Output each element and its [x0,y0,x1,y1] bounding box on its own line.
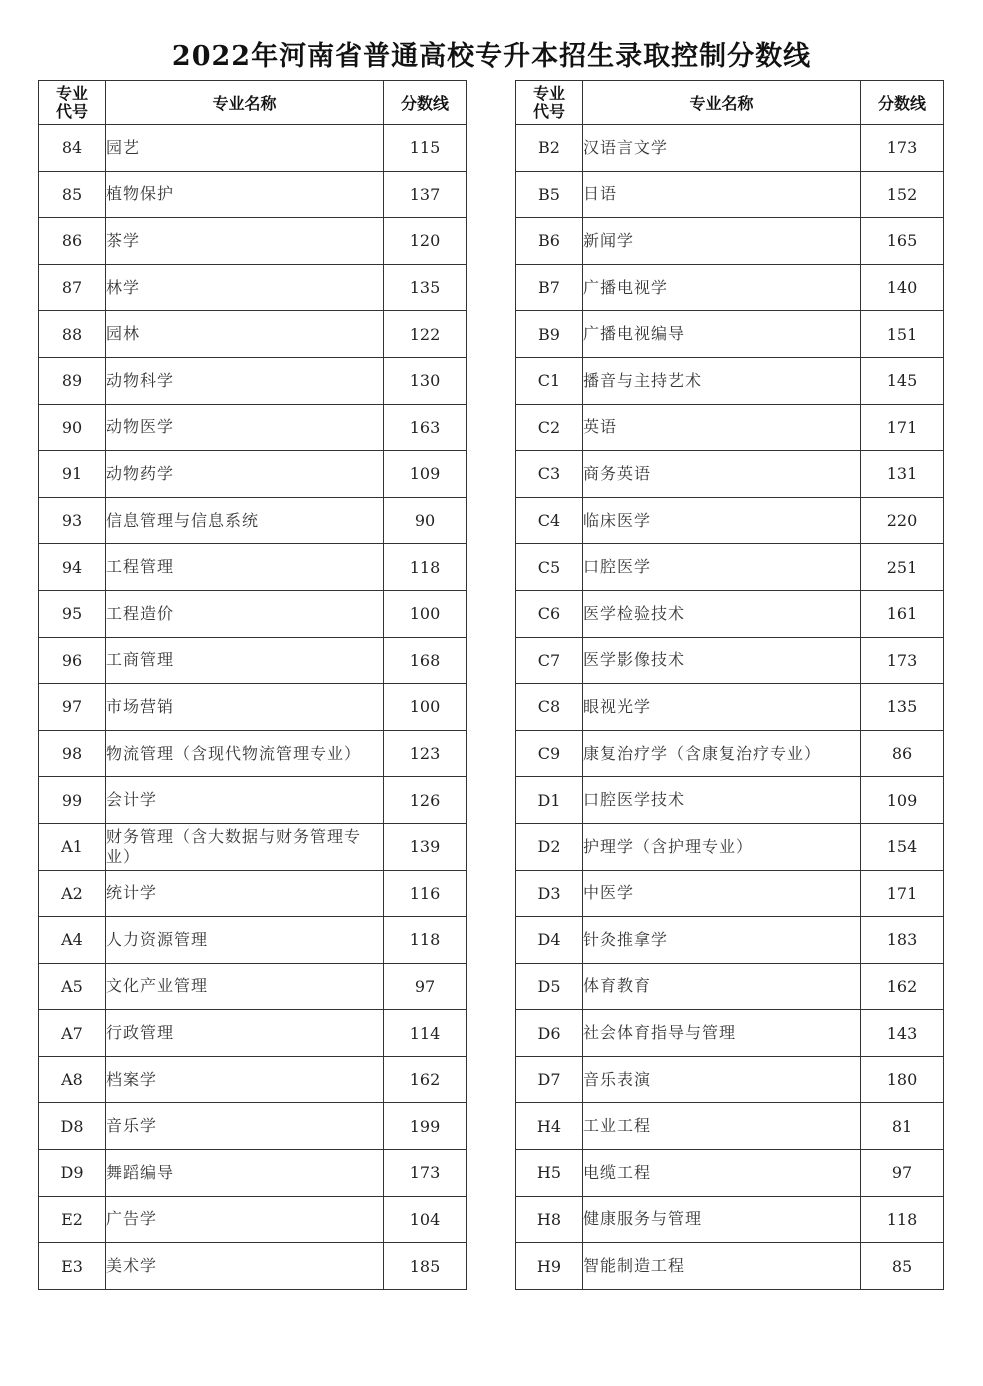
table-row [516,1010,944,1057]
table-row [39,684,467,731]
score-value: 165 [861,218,944,265]
table-row [516,497,944,544]
major-name: 商务英语 [583,451,861,498]
major-name: 广播电视学 [583,264,861,311]
header-code: 专业 代号 [39,81,106,125]
table-row [39,125,467,172]
major-code: D6 [516,1010,583,1057]
table-row [39,264,467,311]
table-row [516,311,944,358]
table-row [516,544,944,591]
score-value: 199 [384,1103,467,1150]
major-name: 文化产业管理 [106,963,384,1010]
score-value: 168 [384,637,467,684]
header-score: 分数线 [861,81,944,125]
score-value: 131 [861,451,944,498]
major-code: 96 [39,637,106,684]
table-row [516,218,944,265]
major-name: 医学检验技术 [583,590,861,637]
major-code: D9 [39,1150,106,1197]
major-name: 林学 [106,264,384,311]
score-value: 109 [384,451,467,498]
score-value: 123 [384,730,467,777]
major-name: 会计学 [106,777,384,824]
major-name: 财务管理（含大数据与财务管理专业） [106,823,384,870]
table-row [516,171,944,218]
score-value: 180 [861,1056,944,1103]
major-code: B6 [516,218,583,265]
score-value: 145 [861,357,944,404]
score-value: 173 [861,125,944,172]
table-row [516,1196,944,1243]
major-name: 植物保护 [106,171,384,218]
major-code: 90 [39,404,106,451]
score-value: 135 [384,264,467,311]
major-name: 中医学 [583,870,861,917]
table-row [516,777,944,824]
major-code: 87 [39,264,106,311]
table-row [516,1103,944,1150]
score-value: 116 [384,870,467,917]
table-row [39,1243,467,1290]
major-code: A2 [39,870,106,917]
table-row [516,1056,944,1103]
score-value: 135 [861,684,944,731]
major-name: 康复治疗学（含康复治疗专业） [583,730,861,777]
score-value: 100 [384,684,467,731]
major-name: 医学影像技术 [583,637,861,684]
major-code: D8 [39,1103,106,1150]
major-code: 84 [39,125,106,172]
table-row [39,963,467,1010]
score-value: 163 [384,404,467,451]
major-code: B7 [516,264,583,311]
major-code: C1 [516,357,583,404]
major-code: E3 [39,1243,106,1290]
table-row [39,404,467,451]
header-name: 专业名称 [583,81,861,125]
score-value: 143 [861,1010,944,1057]
score-value: 154 [861,823,944,870]
major-name: 口腔医学技术 [583,777,861,824]
major-code: C5 [516,544,583,591]
major-name: 智能制造工程 [583,1243,861,1290]
major-name: 档案学 [106,1056,384,1103]
score-value: 251 [861,544,944,591]
major-name: 工业工程 [583,1103,861,1150]
major-name: 工程造价 [106,590,384,637]
score-table-right [515,80,944,1290]
major-name: 英语 [583,404,861,451]
table-row [39,590,467,637]
major-code: B9 [516,311,583,358]
table-row [39,917,467,964]
header-code: 专业 代号 [516,81,583,125]
score-value: 109 [861,777,944,824]
score-value: 151 [861,311,944,358]
header-name: 专业名称 [106,81,384,125]
table-row [39,823,467,870]
major-code: C3 [516,451,583,498]
score-value: 139 [384,823,467,870]
major-name: 电缆工程 [583,1150,861,1197]
major-code: H5 [516,1150,583,1197]
major-name: 园林 [106,311,384,358]
major-name: 日语 [583,171,861,218]
table-row [516,1150,944,1197]
score-value: 173 [861,637,944,684]
table-row [39,1150,467,1197]
major-name: 人力资源管理 [106,917,384,964]
table-row [516,823,944,870]
table-row [516,963,944,1010]
major-code: 91 [39,451,106,498]
table-row [39,497,467,544]
major-code: H8 [516,1196,583,1243]
major-name: 美术学 [106,1243,384,1290]
table-row [39,777,467,824]
table-row [516,357,944,404]
score-value: 97 [861,1150,944,1197]
major-code: D1 [516,777,583,824]
major-name: 音乐学 [106,1103,384,1150]
page-title: 2022年河南省普通高校专升本招生录取控制分数线 [171,41,812,72]
major-name: 行政管理 [106,1010,384,1057]
major-code: C8 [516,684,583,731]
table-row [39,1056,467,1103]
major-code: 95 [39,590,106,637]
table-row [516,870,944,917]
table-row [39,1010,467,1057]
major-name: 动物药学 [106,451,384,498]
major-code: 93 [39,497,106,544]
score-value: 86 [861,730,944,777]
score-value: 161 [861,590,944,637]
major-code: 89 [39,357,106,404]
major-name: 口腔医学 [583,544,861,591]
major-code: D2 [516,823,583,870]
table-row [516,404,944,451]
major-name: 体育教育 [583,963,861,1010]
score-value: 162 [861,963,944,1010]
major-name: 音乐表演 [583,1056,861,1103]
table-row [39,171,467,218]
score-value: 114 [384,1010,467,1057]
score-value: 183 [861,917,944,964]
major-code: A4 [39,917,106,964]
table-row [516,264,944,311]
major-name: 新闻学 [583,218,861,265]
major-name: 工程管理 [106,544,384,591]
major-code: 85 [39,171,106,218]
score-value: 85 [861,1243,944,1290]
table-row [516,1243,944,1290]
major-name: 动物医学 [106,404,384,451]
score-value: 118 [384,544,467,591]
major-name: 物流管理（含现代物流管理专业） [106,730,384,777]
major-name: 动物科学 [106,357,384,404]
score-value: 97 [384,963,467,1010]
score-value: 220 [861,497,944,544]
major-code: D3 [516,870,583,917]
major-code: A5 [39,963,106,1010]
table-row [39,1103,467,1150]
table-row [39,544,467,591]
major-code: A1 [39,823,106,870]
major-name: 园艺 [106,125,384,172]
table-row [39,357,467,404]
major-name: 统计学 [106,870,384,917]
major-code: 88 [39,311,106,358]
major-name: 舞蹈编导 [106,1150,384,1197]
score-value: 152 [861,171,944,218]
major-name: 信息管理与信息系统 [106,497,384,544]
table-row [516,590,944,637]
table-row [516,917,944,964]
major-name: 护理学（含护理专业） [583,823,861,870]
major-code: 97 [39,684,106,731]
score-value: 185 [384,1243,467,1290]
major-name: 社会体育指导与管理 [583,1010,861,1057]
major-code: C7 [516,637,583,684]
major-code: B2 [516,125,583,172]
table-row [39,311,467,358]
score-value: 120 [384,218,467,265]
score-value: 130 [384,357,467,404]
major-code: D5 [516,963,583,1010]
table-row [39,870,467,917]
score-value: 171 [861,870,944,917]
major-name: 广播电视编导 [583,311,861,358]
major-code: D7 [516,1056,583,1103]
score-value: 104 [384,1196,467,1243]
score-value: 90 [384,497,467,544]
score-value: 171 [861,404,944,451]
major-code: 86 [39,218,106,265]
major-name: 播音与主持艺术 [583,357,861,404]
major-name: 健康服务与管理 [583,1196,861,1243]
major-code: E2 [39,1196,106,1243]
major-name: 汉语言文学 [583,125,861,172]
major-code: A8 [39,1056,106,1103]
score-value: 100 [384,590,467,637]
major-code: H4 [516,1103,583,1150]
major-code: 99 [39,777,106,824]
major-name: 工商管理 [106,637,384,684]
major-name: 茶学 [106,218,384,265]
major-code: 98 [39,730,106,777]
score-value: 118 [861,1196,944,1243]
score-value: 122 [384,311,467,358]
major-code: C6 [516,590,583,637]
major-name: 临床医学 [583,497,861,544]
score-value: 115 [384,125,467,172]
major-code: D4 [516,917,583,964]
table-row [516,637,944,684]
table-row [39,1196,467,1243]
table-row [39,637,467,684]
table-row [516,125,944,172]
major-name: 广告学 [106,1196,384,1243]
table-row [516,451,944,498]
score-value: 162 [384,1056,467,1103]
score-table-left [38,80,467,1290]
table-row [39,451,467,498]
score-value: 126 [384,777,467,824]
major-code: C4 [516,497,583,544]
major-code: 94 [39,544,106,591]
major-code: B5 [516,171,583,218]
score-value: 140 [861,264,944,311]
score-value: 137 [384,171,467,218]
score-value: 173 [384,1150,467,1197]
major-name: 眼视光学 [583,684,861,731]
table-header-row [516,81,944,125]
table-row [39,218,467,265]
major-code: H9 [516,1243,583,1290]
score-value: 81 [861,1103,944,1150]
table-header-row [39,81,467,125]
table-row [39,730,467,777]
table-row [516,684,944,731]
major-code: C2 [516,404,583,451]
score-value: 118 [384,917,467,964]
major-code: C9 [516,730,583,777]
major-name: 市场营销 [106,684,384,731]
table-row [516,730,944,777]
major-name: 针灸推拿学 [583,917,861,964]
major-code: A7 [39,1010,106,1057]
header-score: 分数线 [384,81,467,125]
